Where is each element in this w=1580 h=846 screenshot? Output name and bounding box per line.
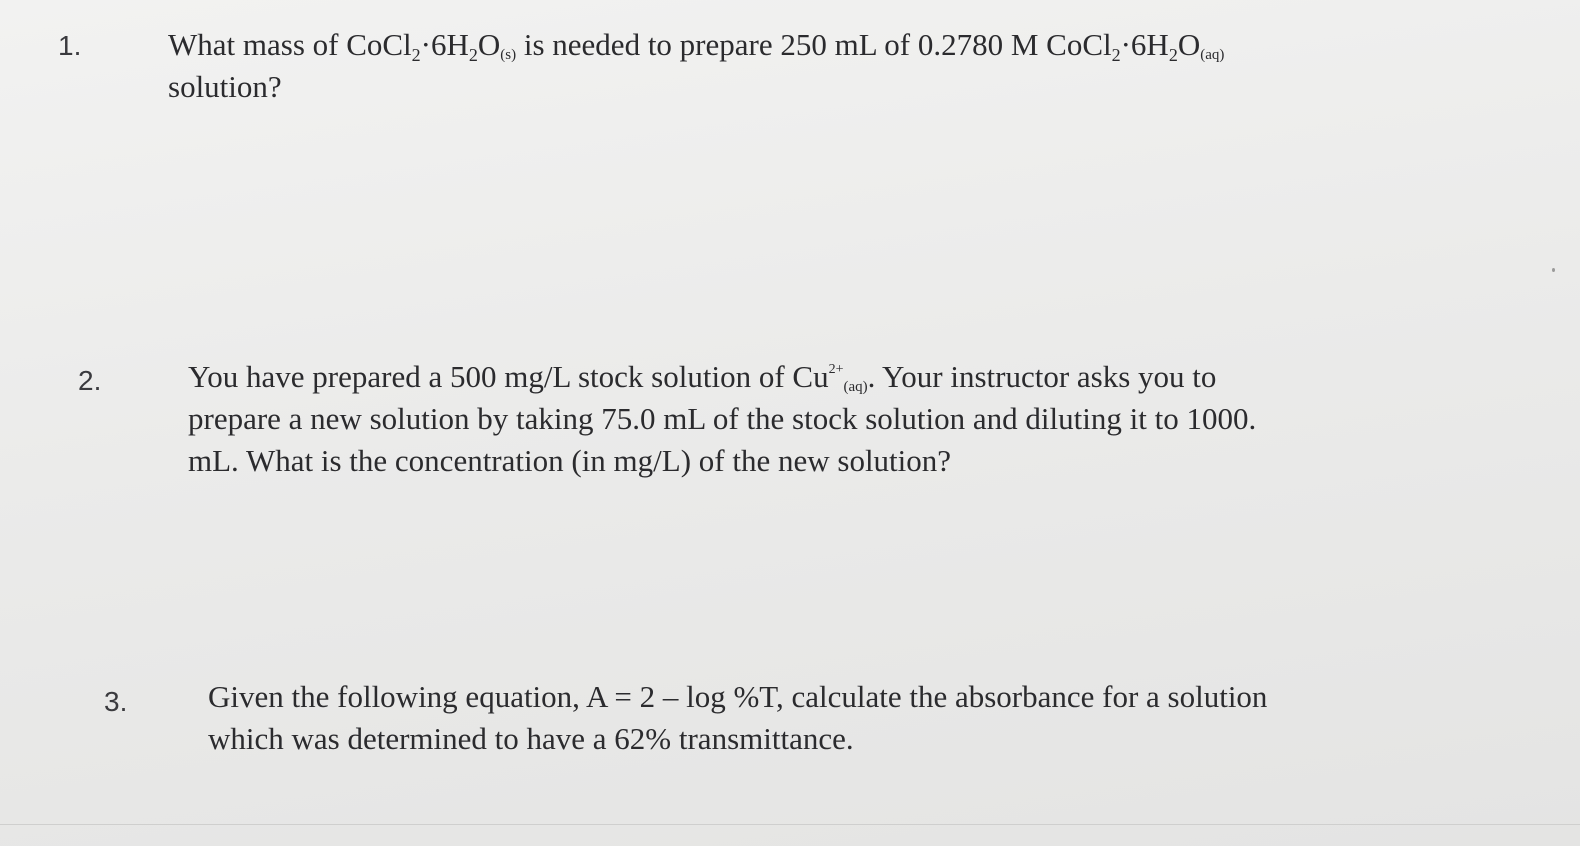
paper-edge-line <box>0 824 1580 825</box>
state-subscript: (aq) <box>843 379 868 395</box>
question-text <box>188 356 1256 482</box>
subscript: 2 <box>411 45 421 65</box>
question-number: 3. <box>104 686 128 717</box>
question-number: 2. <box>78 365 102 396</box>
subscript: 2 <box>1168 45 1178 65</box>
question-line: mL. What is the concentration (in mg/L) of the new solution? <box>188 443 952 478</box>
question-text <box>208 676 1267 760</box>
question-line: solution? <box>168 69 282 104</box>
state-subscript: (s) <box>500 47 517 63</box>
question-line <box>188 356 1256 398</box>
state-subscript: (aq) <box>1200 47 1225 63</box>
paper-speck <box>1552 268 1555 272</box>
question-line: Given the following equation, A = 2 – log %T, calculate the absorbance for a solution <box>208 679 1268 714</box>
text-run: is needed to prepare 250 mL of 0.2780 M CoCl <box>516 27 1112 62</box>
superscript: 2+ <box>828 362 844 377</box>
text-run: ·6H <box>1120 27 1169 62</box>
text-run: . Your instructor asks you to <box>867 359 1217 394</box>
subscript: 2 <box>468 45 478 65</box>
text-run: You have prepared a 500 mg/L stock solution of Cu <box>188 359 829 394</box>
question-line <box>168 24 1224 66</box>
question-line: which was determined to have a 62% transmittance. <box>208 721 854 756</box>
text-run: ·6H <box>420 27 469 62</box>
subscript: 2 <box>1111 45 1121 65</box>
question-line: prepare a new solution by taking 75.0 mL of the stock solution and diluting it to 1000. <box>188 401 1257 436</box>
text-run: What mass of CoCl <box>168 27 412 62</box>
text-run: O <box>1177 27 1201 62</box>
text-run: O <box>477 27 501 62</box>
question-number: 1. <box>58 30 82 61</box>
question-text <box>168 24 1224 108</box>
